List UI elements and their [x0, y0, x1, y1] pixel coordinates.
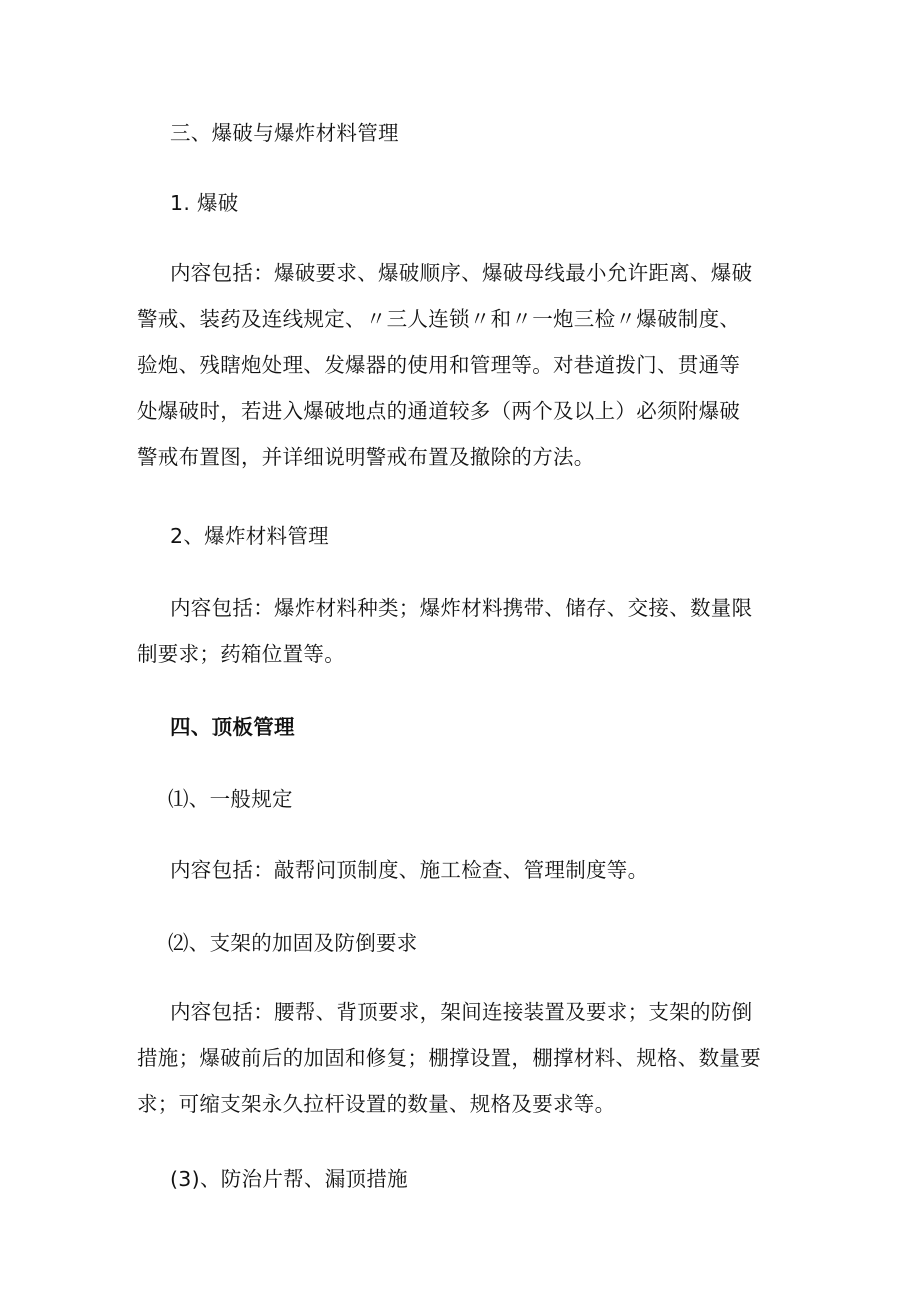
subsection-heading-support-reinforcement: ⑵、支架的加固及防倒要求 [168, 931, 418, 955]
paragraph-line: 警戒布置图，并详细说明警戒布置及撤除的方法。 [137, 445, 595, 469]
paragraph-line: 验炮、残瞎炮处理、发爆器的使用和管理等。对巷道拨门、贯通等 [137, 353, 741, 377]
subsection-heading-rib-spalling-prevention: (3)、防治片帮、漏顶措施 [170, 1167, 408, 1191]
subsection-heading-blasting: 1. 爆破 [170, 191, 239, 215]
paragraph-line: 警戒、装药及连线规定、〃三人连锁〃和〃一炮三检〃爆破制度、 [137, 307, 741, 331]
section-heading-blasting: 三、爆破与爆炸材料管理 [170, 121, 399, 145]
subsection-heading-explosive-materials: 2、爆炸材料管理 [170, 524, 329, 548]
paragraph-general-rules-content: 内容包括：敲帮问顶制度、施工检查、管理制度等。 [170, 858, 649, 882]
paragraph-line: 内容包括：爆破要求、爆破顺序、爆破母线最小允许距离、爆破 [170, 261, 753, 285]
paragraph-line: 内容包括：爆炸材料种类；爆炸材料携带、储存、交接、数量限 [170, 596, 753, 620]
paragraph-line: 内容包括：腰帮、背顶要求，架间连接装置及要求；支架的防倒 [170, 1000, 753, 1024]
subsection-heading-general-rules: ⑴、一般规定 [168, 787, 293, 811]
paragraph-line: 求；可缩支架永久拉杆设置的数量、规格及要求等。 [137, 1092, 616, 1116]
paragraph-line: 处爆破时，若进入爆破地点的通道较多（两个及以上）必须附爆破 [137, 399, 741, 423]
section-heading-roof-management: 四、顶板管理 [170, 715, 295, 739]
paragraph-line: 措施；爆破前后的加固和修复；棚撑设置，棚撑材料、规格、数量要 [137, 1046, 761, 1070]
paragraph-line: 制要求；药箱位置等。 [137, 642, 345, 666]
